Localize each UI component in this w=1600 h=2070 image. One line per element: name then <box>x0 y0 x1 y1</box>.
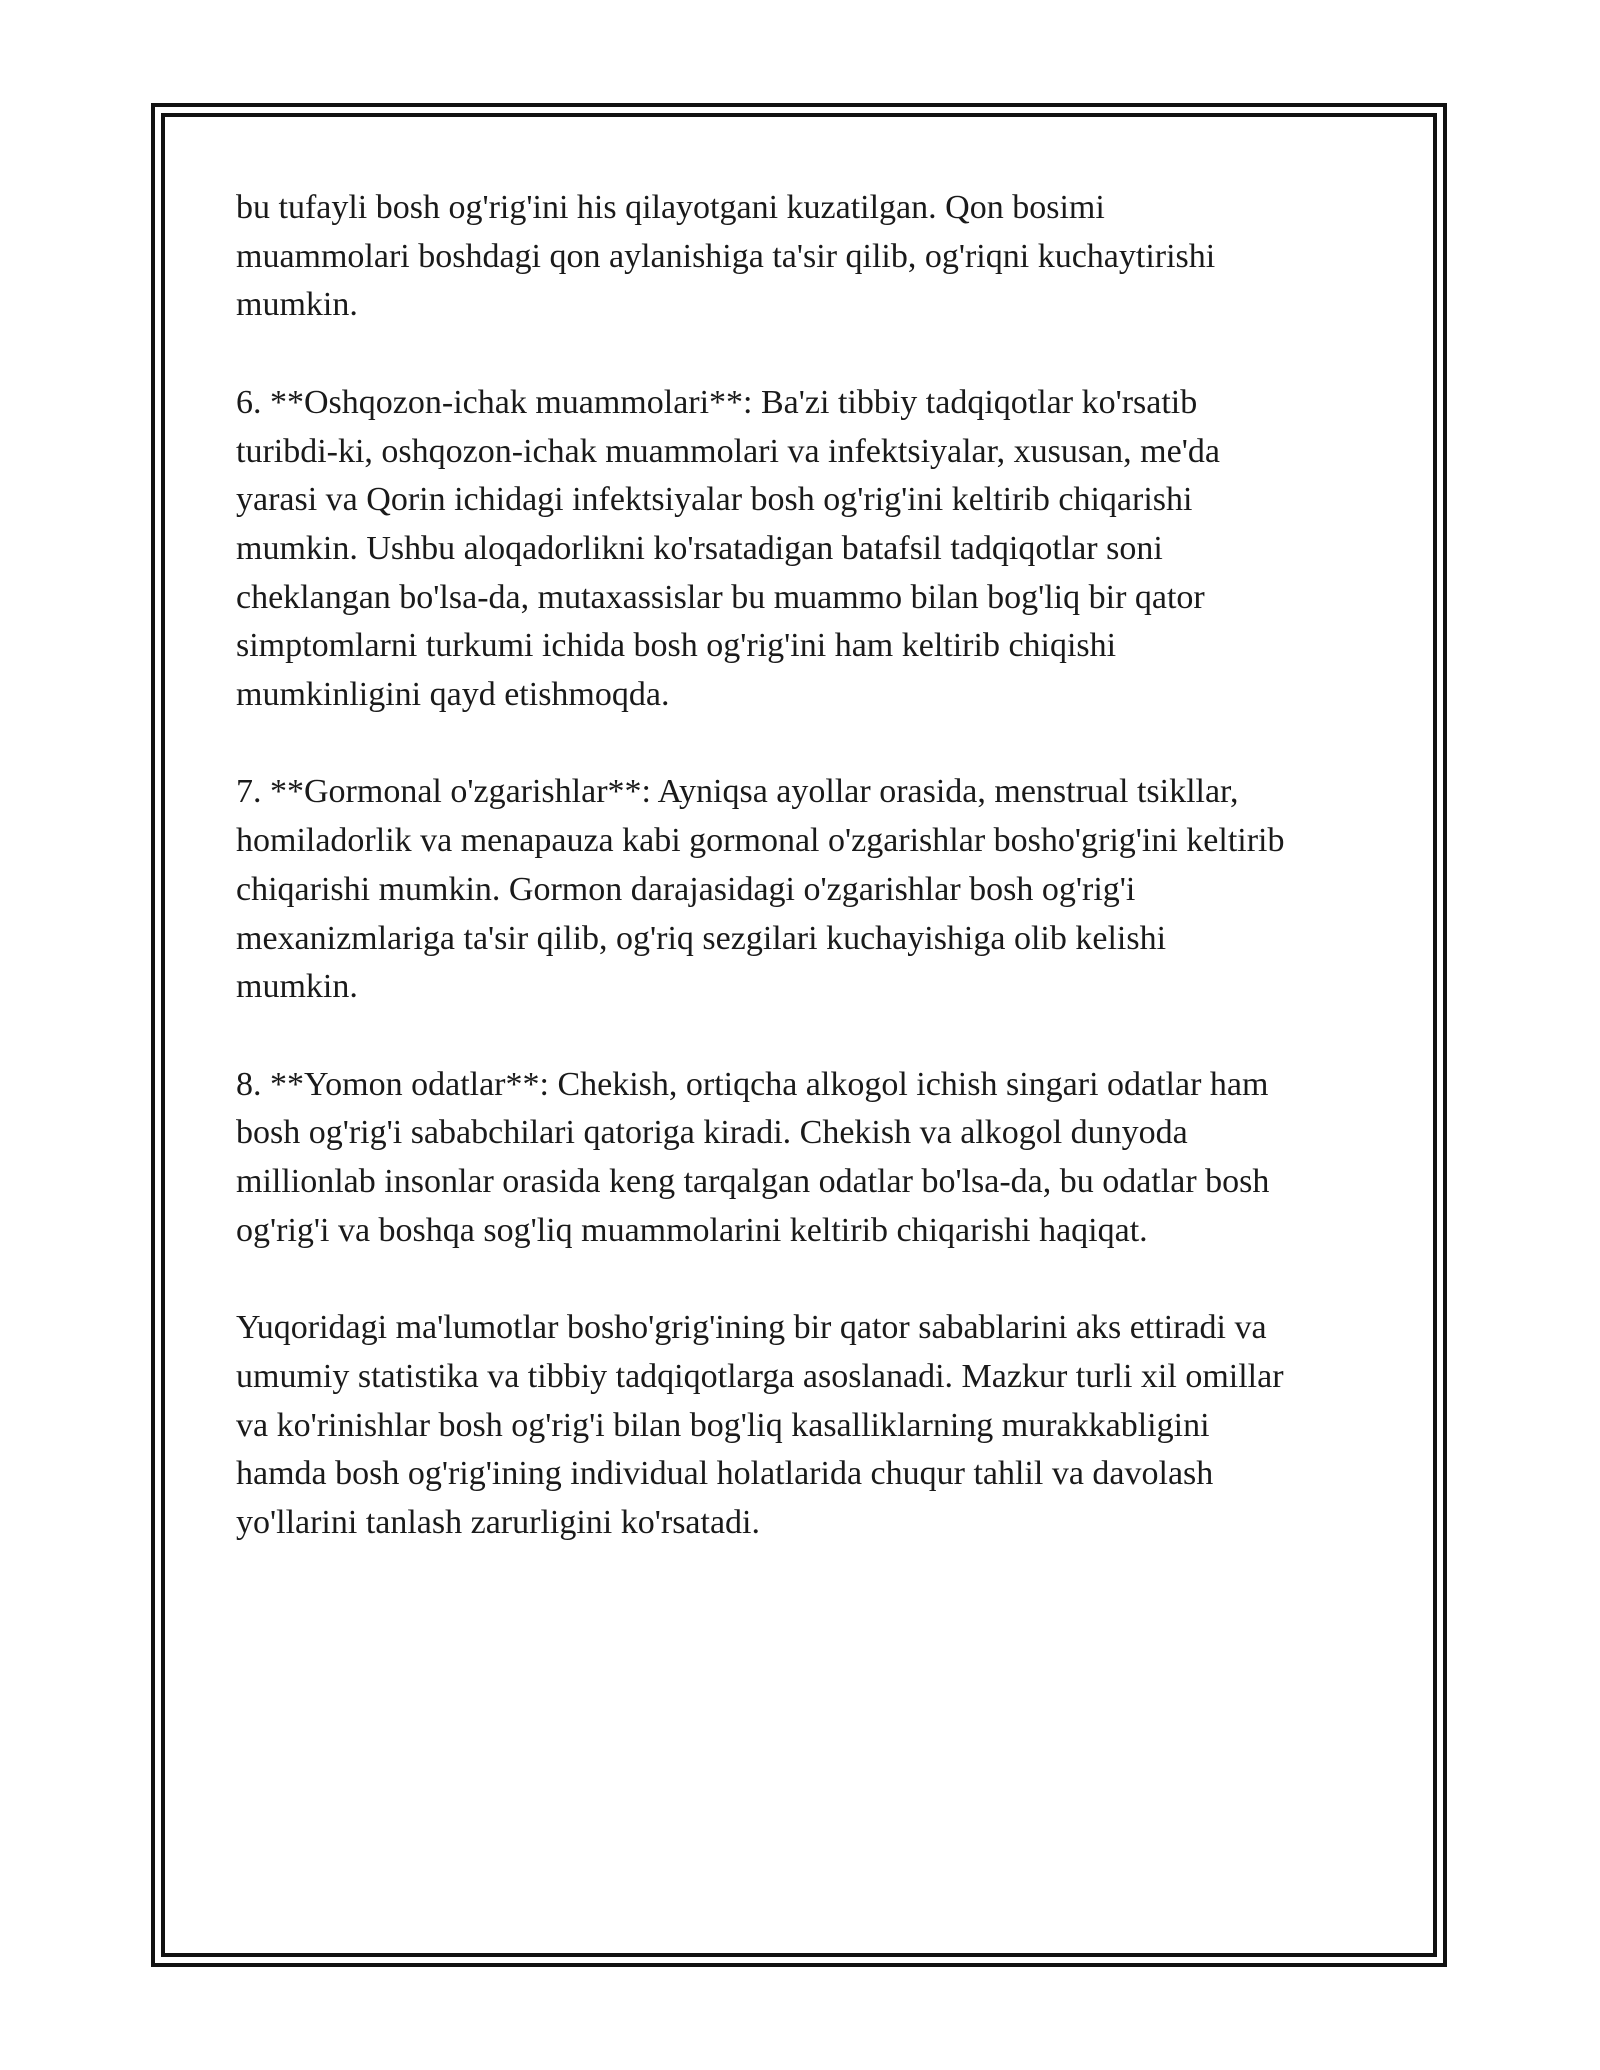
paragraph-blood-pressure-continuation: bu tufayli bosh og'rig'ini his qilayotgani kuzatilgan. Qon bosimi muammolari boshdagi qon aylanishiga ta'sir qilib, og'riqni kuchaytirishi mumkin. <box>236 189 1216 324</box>
paragraph-gastrointestinal: 6. **Oshqozon-ichak muammolari**: Ba'zi tibbiy tadqiqotlar ko'rsatib turibdi-ki, oshqozon-ichak muammolari va infektsiyalar, xususan, me'da yarasi va Qorin ichidagi infektsiyalar bosh og'rig'ini keltirib chiqarishi mumkin. Ushbu aloqadorlikni ko'rsatadigan batafsil tadqiqotlar soni cheklangan bo'lsa-da, mutaxassislar bu muammo bilan bog'liq bir qator simptomlarni turkumi ichida bosh og'rig'ini ham keltirib chiqishi mumkinligini qayd etishmoqda. <box>236 383 1220 714</box>
paragraph-bad-habits: 8. **Yomon odatlar**: Chekish, ortiqcha alkogol ichish singari odatlar ham bosh og'rig'i sababchilari qatoriga kiradi. Chekish va alkogol dunyoda millionlab insonlar orasida keng tarqalgan odatlar bo'lsa-da, bu odatlar bosh og'rig'i va boshqa sog'liq muammolarini keltirib chiqarishi haqiqat. <box>236 1065 1270 1249</box>
paragraph-conclusion: Yuqoridagi ma'lumotlar bosho'grig'ining bir qator sabablarini aks ettiradi va umumiy statistika va tibbiy tadqiqotlarga asoslanadi. Mazkur turli xil omillar va ko'rinishlar bosh og'rig'i bilan bog'liq kasalliklarning murakkabligini hamda bosh og'rig'ining individual holatlarida chuqur tahlil va davolash yo'llarini tanlash zarurligini ko'rsatadi. <box>236 1309 1284 1541</box>
document-body <box>236 184 1386 1596</box>
paragraph-hormonal-changes: 7. **Gormonal o'zgarishlar**: Ayniqsa ayollar orasida, menstrual tsikllar, homiladorlik va menapauza kabi gormonal o'zgarishlar bosho'grig'ini keltirib chiqarishi mumkin. Gormon darajasidagi o'zgarishlar bosh og'rig'i mexanizmlariga ta'sir qilib, og'riq sezgilari kuchayishiga olib kelishi mumkin. <box>236 773 1285 1006</box>
